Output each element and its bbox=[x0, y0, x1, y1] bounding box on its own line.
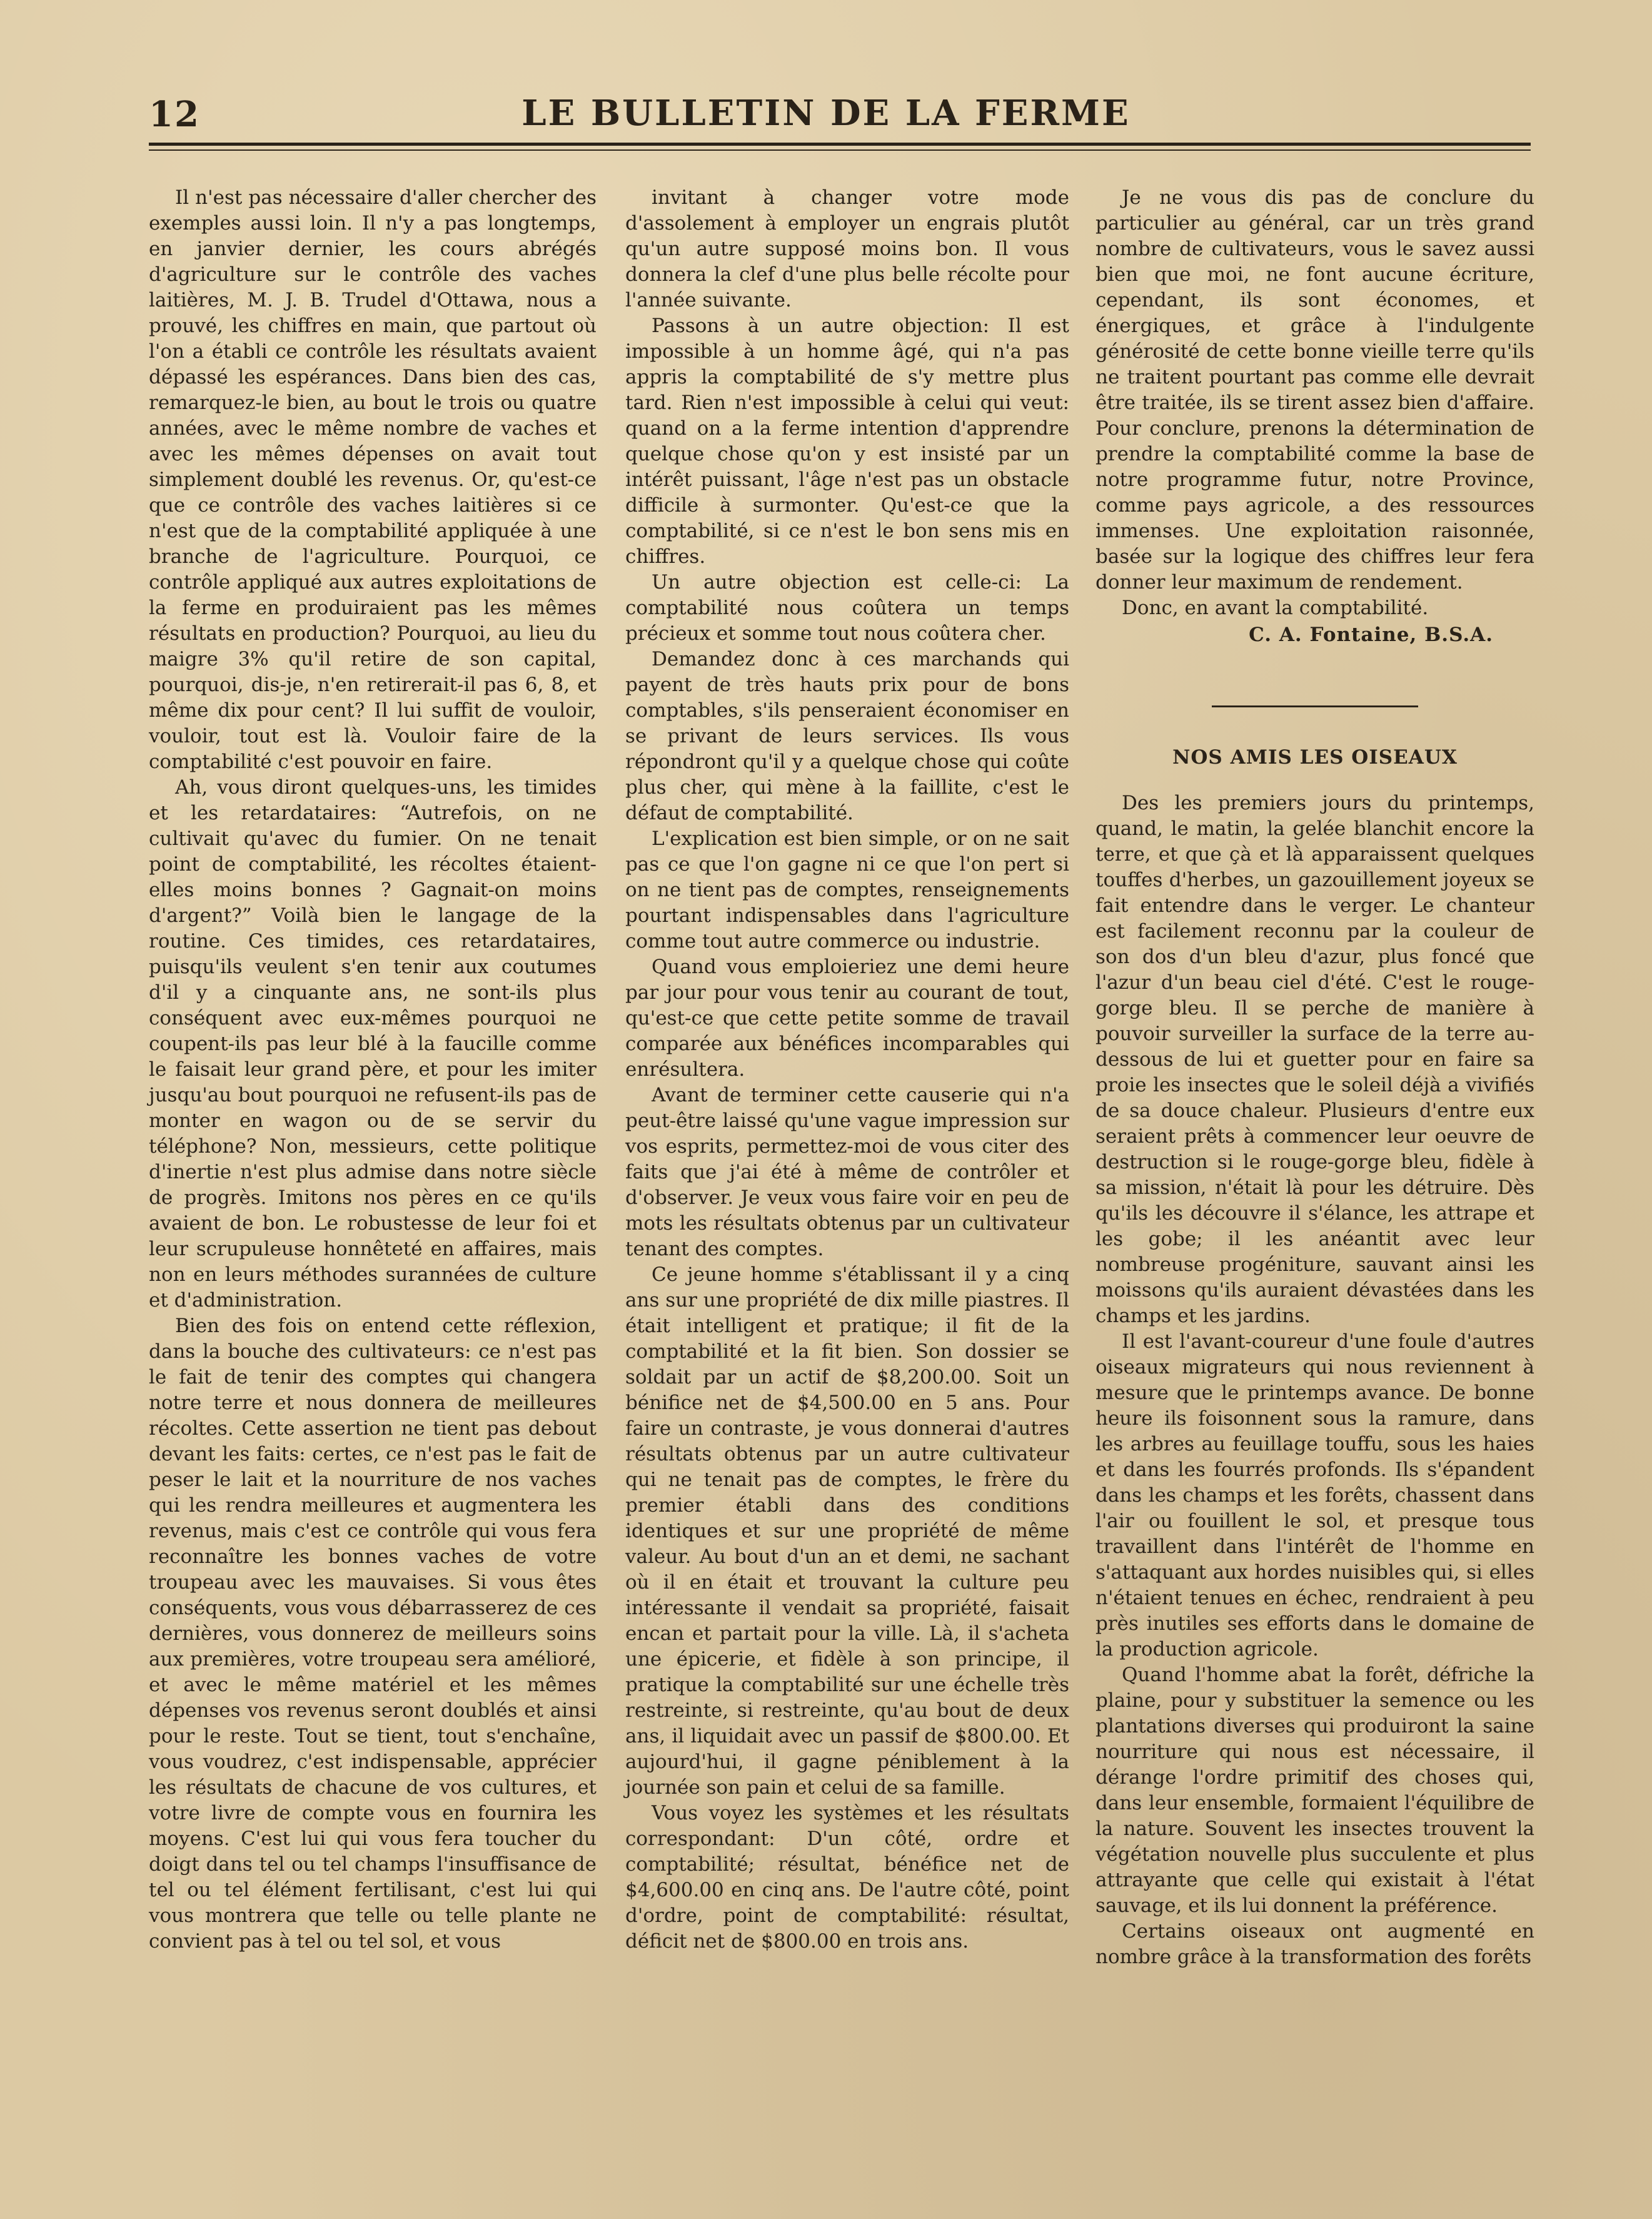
paragraph: Des les premiers jours du printemps, quand, le matin, la gelée blanchit encore la terre, et que çà et là apparaissent quelques touffes d'herbes, un gazouillement joyeux se fait entendre dans le verger. Le chanteur est facilement reconnu par la couleur de son dos d'un bleu d'azur, plus foncé que l'azur d'un beau ciel d'été. C'est le rouge-gorge bleu. Il se perche de manière à pouvoir surveiller la surface de la terre au-dessous de lui et guetter pour en faire sa proie les insectes que le soleil déjà a vivifiés de sa douce chaleur. Plusieurs d'entre eux seraient prêts à commencer leur oeuvre de destruction si le rouge-gorge bleu, fidèle à sa mission, n'était là pour les détruire. Dès qu'ils les découvre il s'élance, les attrape et les gobe; il les anéantit avec leur nombreuse progéniture, sauvant ainsi les moissons qu'ils auraient dévastées dans les champs et les jardins. bbox=[1095, 792, 1534, 1327]
column-1 bbox=[149, 185, 597, 1954]
paragraph: Certains oiseaux ont augmenté en nombre grâce à la transformation des forêts bbox=[1095, 1920, 1534, 1968]
section-title: NOS AMIS LES OISEAUX bbox=[1172, 746, 1458, 769]
paragraph: Bien des fois on entend cette réflexion, dans la bouche des cultivateurs: ce n'est pas le fait de tenir des comptes qui changera notre terre et nous donnera de meilleures récoltes. Cette assertion ne tient pas debout devant les faits: certes, ce n'est pas le fait de peser le lait et la nourriture de nos vaches qui les rendra meilleures et augmentera les revenus, mais c'est ce contrôle qui vous fera reconnaître les bonnes vaches de votre troupeau avec les mauvaises. Si vous êtes conséquents, vous vous débarrasserez de ces dernières, vous donnerez de meilleurs soins aux premières, votre troupeau sera amélioré, et avec le même matériel et les mêmes dépenses vos revenus seront doublés et ainsi pour le reste. Tout se tient, tout s'enchaîne, vous voudrez, c'est indispensable, apprécier les résultats de chacune de vos cultures, et votre livre de compte vous en fournira les moyens. C'est lui qui vous fera toucher du doigt dans tel ou tel champs l'insuffisance de tel ou tel élément fertilisant, c'est lui qui vous montrera que telle ou telle plante ne convient pas à tel ou tel sol, et vous bbox=[149, 1315, 597, 1953]
paragraph: Passons à un autre objection: Il est impossible à un homme âgé, qui n'a pas appris la comptabilité de s'y mettre plus tard. Rien n'est impossible à celui qui veut: quand on a la ferme intention d'apprendre quelque chose qu'on y est insisté par un intérêt puissant, l'âge n'est pas un obstacle difficile à surmonter. Qu'est-ce que la comptabilité, si ce n'est le bon sens mis en chiffres. bbox=[625, 315, 1069, 568]
paragraph: Ce jeune homme s'établissant il y a cinq ans sur une propriété de dix mille piastres. Il était intelligent et pratique; il fit de la comptabilité et la fit bien. Son dossier se soldait par un actif de $8,200.00. Soit un bénifice net de $4,500.00 en 5 ans. Pour faire un contraste, je vous donnerai d'autres résultats obtenus par un autre cultivateur qui ne tenait pas de comptes, le frère du premier établi dans des conditions identiques et sur une propriété de même valeur. Au bout d'un an et demi, ne sachant où il en était et trouvant la culture peu intéressante il vendait sa propriété, faisait encan et partait pour la ville. Là, il s'acheta une épicerie, et fidèle à son principe, il pratique la comptabilité sur une échelle très restreinte, si restreinte, qu'au bout de deux ans, il liquidait avec un passif de $800.00. Et aujourd'hui, il gagne péniblement à la journée son pain et celui de sa famille. bbox=[625, 1263, 1069, 1799]
paragraph: Il n'est pas nécessaire d'aller chercher des exemples aussi loin. Il n'y a pas longtemps, en janvier dernier, les cours abrégés d'agriculture sur le contrôle des vaches laitières, M. J. B. Trudel d'Ottawa, nous a prouvé, les chiffres en main, que partout où l'on a établi ce contrôle les résultats avaient dépassé les espérances. Dans bien des cas, remarquez-le bien, au bout le trois ou quatre années, avec le même nombre de vaches et avec les mêmes dépenses on avait tout simplement doublé les revenus. Or, qu'est-ce que ce contrôle des vaches laitières si ce n'est que de la comptabilité appliquée à une branche de l'agriculture. Pourquoi, ce contrôle appliqué aux autres exploitations de la ferme en produiraient pas les mêmes résultats en production? Pourquoi, au lieu du maigre 3% qu'il retire de son capital, pourquoi, dis-je, n'en retirerait-il pas 6, 8, et même dix pour cent? Il lui suffit de vouloir, vouloir, tout est là. Vouloir faire de la comptabilité c'est pouvoir en faire. bbox=[149, 186, 597, 773]
paragraph: Ah, vous diront quelques-uns, les timides et les retardataires: “Autrefois, on ne cultivait qu'avec du fumier. On ne tenait point de comptabilité, les récoltes étaient-elles moins bonnes ? Gagnait-on moins d'argent?” Voilà bien le langage de la routine. Ces timides, ces retardataires, puisqu'ils veulent s'en tenir aux coutumes d'il y a cinquante ans, ne sont-ils plus conséquent avec eux-mêmes pourquoi ne coupent-ils pas leur blé à la faucille comme le faisait leur grand père, et pour les imiter jusqu'au bout pourquoi ne refusent-ils pas de monter en wagon ou de se servir du téléphone? Non, messieurs, cette politique d'inertie n'est plus admise dans notre siècle de progrès. Imitons nos pères en ce qu'ils avaient de bon. Le robustesse de leur foi et leur scrupuleuse honnêteté en affaires, mais non en leurs méthodes surannées de culture et d'administration. bbox=[149, 776, 597, 1312]
paragraph: Demandez donc à ces marchands qui payent de très hauts prix pour de bons comptables, s'ils penseraient économiser en se privant de leurs services. Ils vous répondront qu'il y a quelque chose qui coûte plus cher, qui mène à la faillite, c'est le défaut de comptabilité. bbox=[625, 648, 1069, 824]
paragraph: Quand l'homme abat la forêt, défriche la plaine, pour y substituer la semence ou les plantations diverses qui produiront la saine nourriture qui nous est nécessaire, il dérange l'ordre primitif des choses qui, dans leur ensemble, formaient l'équilibre de la nature. Souvent les insectes trouvent la végétation nouvelle plus succulente et plus attrayante que celle qui existait à l'état sauvage, et ils lui donnent la préférence. bbox=[1095, 1664, 1534, 1917]
paragraph: Je ne vous dis pas de conclure du particulier au général, car un très grand nombre de cultivateurs, vous le savez aussi bien que moi, ne font aucune écriture, cependant, ils sont économes, et énergiques, et grâce à l'indulgente générosité de cette bonne vieille terre qu'ils ne traitent pourtant pas comme elle devrait être traitée, ils se tirent assez bien d'affaire. Pour conclure, prenons la détermination de prendre la comptabilité comme la base de notre programme futur, notre Province, comme pays agricole, a des ressources immenses. Une exploitation raisonnée, basée sur la logique des chiffres leur fera donner leur maximum de rendement. bbox=[1095, 186, 1534, 594]
paragraph: Avant de terminer cette causerie qui n'a peut-être laissé qu'une vague impression sur vos esprits, permettez-moi de vous citer des faits que j'ai été à même de contrôler et d'observer. Je veux vous faire voir en peu de mots les résultats obtenus par un cultivateur tenant des comptes. bbox=[625, 1084, 1069, 1260]
column-3 bbox=[1095, 185, 1534, 1970]
article-signature: C. A. Fontaine, B.S.A. bbox=[1249, 624, 1493, 646]
page-header-title: LE BULLETIN DE LA FERME bbox=[521, 93, 1131, 134]
paragraph: L'explication est bien simple, or on ne sait pas ce que l'on gagne ni ce que l'on pert si on ne tient pas de comptes, renseignements pourtant indispensables dans l'agriculture comme tout autre commerce ou industrie. bbox=[625, 827, 1069, 953]
header-rule-thick bbox=[149, 143, 1531, 146]
column-2 bbox=[625, 185, 1069, 1954]
paragraph: Un autre objection est celle-ci: La comptabilité nous coûtera un temps précieux et somme tout nous coûtera cher. bbox=[625, 571, 1069, 645]
paragraph: Donc, en avant la comptabilité. bbox=[1122, 597, 1429, 619]
paragraph: Quand vous emploieriez une demi heure par jour pour vous tenir au courant de tout, qu'est-ce que cette petite somme de travail comparée aux bénéfices incomparables qui enrésultera. bbox=[625, 956, 1069, 1081]
header-rule-thin bbox=[149, 149, 1531, 151]
paragraph: invitant à changer votre mode d'assolement à employer un engrais plutôt qu'un autre supposé moins bon. Il vous donnera la clef d'une plus belle récolte pour l'année suivante. bbox=[625, 186, 1069, 311]
page-number: 12 bbox=[149, 94, 200, 135]
paragraph: Il est l'avant-coureur d'une foule d'autres oiseaux migrateurs qui nous reviennent à mesure que le printemps avance. De bonne heure ils foisonnent sous la ramure, dans les arbres au feuillage touffu, sous les haies et dans les fourrés profonds. Ils s'épandent dans les champs et les forêts, chassent dans l'air ou fouillent le sol, et presque tous travaillent dans l'intérêt de l'homme en s'attaquant aux hordes nuisibles qui, si elles n'étaient tenues en échec, rendraient à peu près inutiles ses efforts dans le domaine de la production agricole. bbox=[1095, 1330, 1534, 1660]
paragraph: Vous voyez les systèmes et les résultats correspondant: D'un côté, ordre et comptabilité; résultat, bénéfice net de $4,600.00 en cinq ans. De l'autre côté, point d'ordre, point de comptabilité: résultat, déficit net de $800.00 en trois ans. bbox=[625, 1802, 1069, 1953]
section-separator bbox=[1212, 705, 1418, 707]
